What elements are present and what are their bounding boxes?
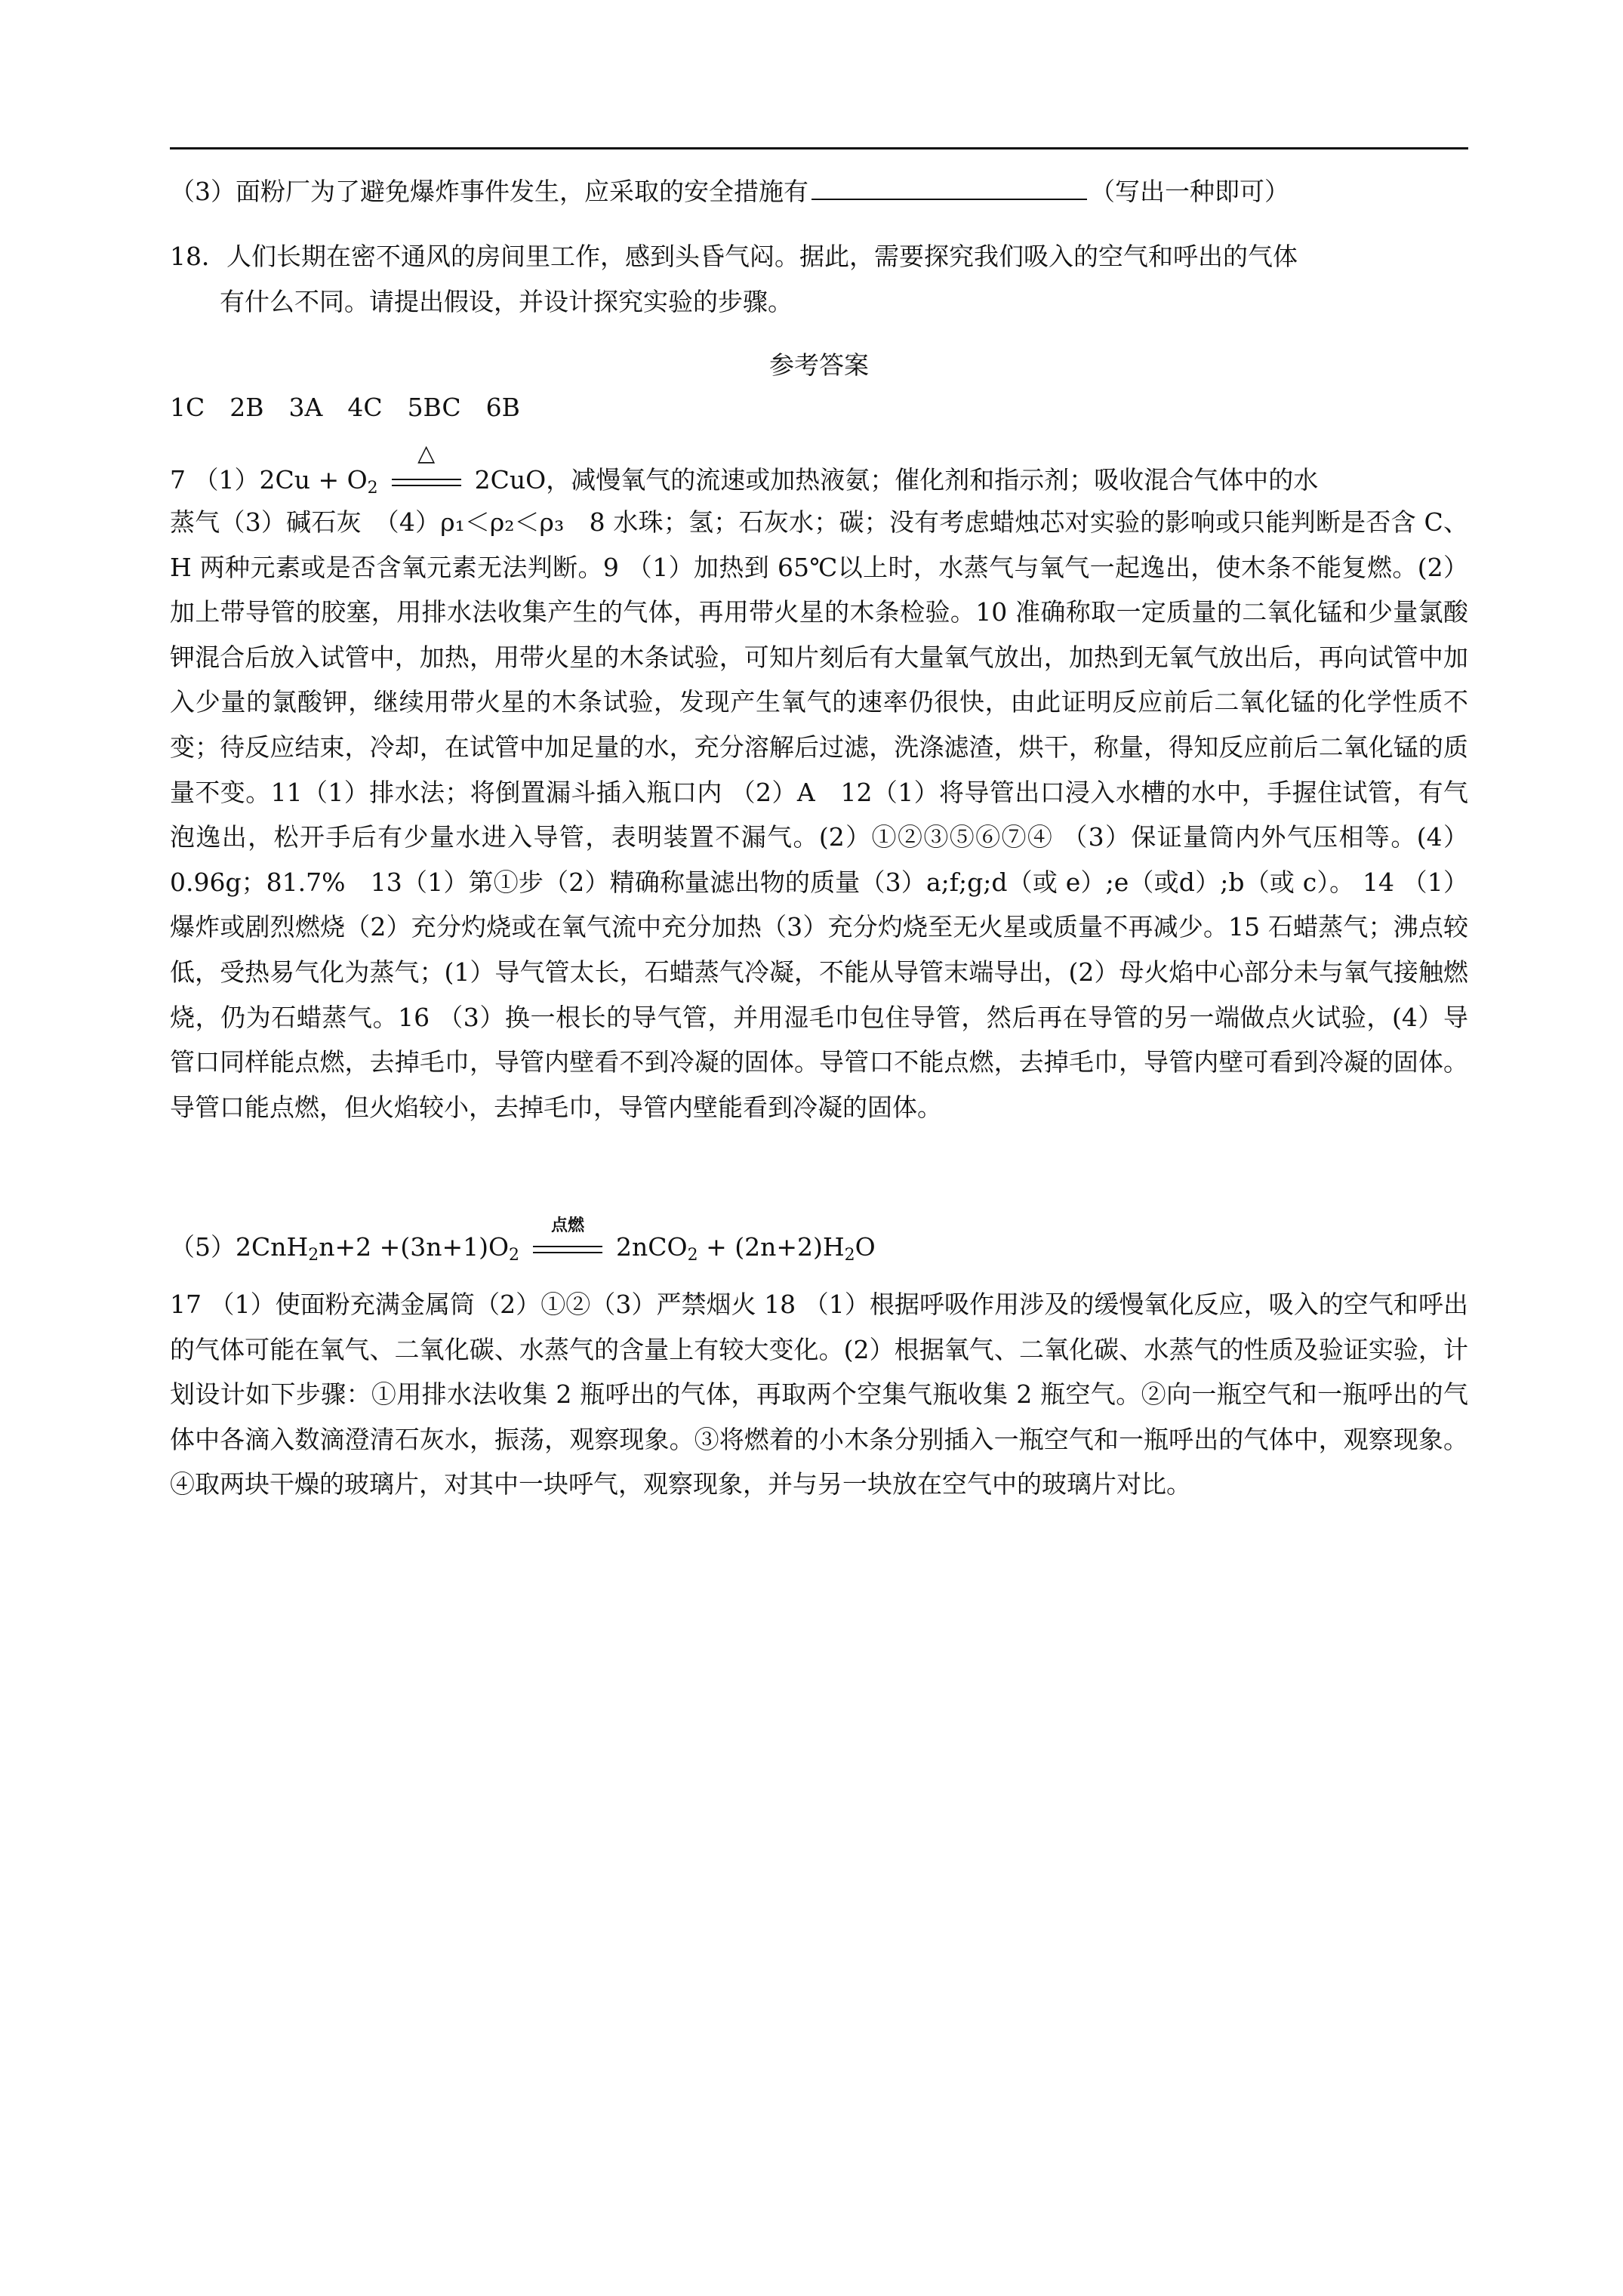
- answer-7-equation: [170, 440, 1319, 498]
- equation-part: （5）2CnH: [170, 1232, 309, 1262]
- header-rule: [170, 147, 1468, 149]
- subscript: 2: [844, 1246, 855, 1265]
- question-17-3: [170, 175, 1289, 208]
- subscript: 2: [687, 1246, 698, 1265]
- answers-multiple-choice: 1C 2B 3A 4C 5BC 6B: [170, 393, 520, 422]
- answers-block-2: 17 （1）使面粉充满金属筒（2）①②（3）严禁烟火 18 （1）根据呼吸作用涉及的缓慢氧化反应，吸入的空气和呼出的气体可能在氧气、二氧化碳、水蒸气的含量上有较大变化。(2）根据氧气、二氧化碳、水蒸气的性质及验证实验，计划设计如下步骤：①用排水法收集 2 瓶呼出的气体，再取两个空集气瓶收集 2 瓶空气。②向一瓶空气和一瓶呼出的气体中各滴入数滴澄清石灰水，振荡，观察现象。③将燃着的小木条分别插入一瓶空气和一瓶呼出的气体中，观察现象。④取两块干燥的玻璃片，对其中一块呼气，观察现象，并与另一块放在空气中的玻璃片对比。: [170, 1290, 1468, 1499]
- equation-part: 2nCO: [616, 1232, 688, 1262]
- equation-part: n+2 +(3n+1)O: [319, 1232, 510, 1262]
- question-18-line2: 有什么不同。请提出假设，并设计探究实验的步骤。: [220, 287, 793, 316]
- answer-blank: [812, 176, 1087, 200]
- equation-product: 2CuO: [474, 465, 547, 495]
- subscript: 2: [308, 1246, 319, 1265]
- answer-16-5-equation: [170, 1216, 876, 1265]
- reaction-condition: [533, 1216, 602, 1265]
- answers-title: 参考答案: [769, 350, 869, 380]
- equation-reactants: 7 （1）2Cu + O: [170, 465, 368, 495]
- ignite-label: 点燃: [551, 1216, 585, 1235]
- subscript: 2: [509, 1246, 520, 1265]
- answer-7-text: ，减慢氧气的流速或加热液氨；催化剂和指示剂；吸收混合气体中的水: [546, 465, 1319, 495]
- question-17-3-text: （3）面粉厂为了避免爆炸事件发生，应采取的安全措施有: [170, 177, 808, 206]
- heat-symbol: △: [417, 440, 436, 467]
- equation-part: O: [855, 1232, 876, 1262]
- reaction-condition: [392, 440, 461, 498]
- equation-part: + (2n+2)H: [698, 1232, 845, 1262]
- answers-block-1: 蒸气（3）碱石灰 （4）ρ₁＜ρ₂＜ρ₃ 8 水珠；氢；石灰水；碳；没有考虑蜡烛芯对实验的影响或只能判断是否含 C、H 两种元素或是否含氧元素无法判断。9 （1）加热到 65℃以上时，水蒸气与氧气一起逸出，使木条不能复燃。(2）加上带导管的胶塞，用排水法收集产生的气体，再用带火星的木条检验。10 准确称取一定质量的二氧化锰和少量氯酸钾混合后放入试管中，加热，用带火星的木条试验，可知片刻后有大量氧气放出，加热到无氧气放出后，再向试管中加入少量的氯酸钾，继续用带火星的木条试验，发现产生氧气的速率仍很快，由此证明反应前后二氧化锰的化学性质不变；待反应结束，冷却，在试管中加足量的水，充分溶解后过滤，洗涤滤渣，烘干，称量，得知反应前后二氧化锰的质量不变。11（1）排水法；将倒置漏斗插入瓶口内 （2）A 12（1）将导管出口浸入水槽的水中，手握住试管，有气泡逸出，松开手后有少量水进入导管，表明装置不漏气。(2）①②③⑤⑥⑦④ （3）保证量筒内外气压相等。(4）0.96g；81.7% 13（1）第①步（2）精确称量滤出物的质量（3）a;f;g;d（或 e）;e（或d）;b（或 c）。 14 （1）爆炸或剧烈燃烧（2）充分灼烧或在氧气流中充分加热（3）充分灼烧至无火星或质量不再减少。15 石蜡蒸气；沸点较低，受热易气化为蒸气；(1）导气管太长，石蜡蒸气冷凝，不能从导管末端导出，(2）母火焰中心部分未与氧气接触燃烧，仍为石蜡蒸气。16 （3）换一根长的导气管，并用湿毛巾包住导管，然后再在导管的另一端做点火试验，(4）导管口同样能点燃，去掉毛巾，导管内壁看不到冷凝的固体。导管口不能点燃，去掉毛巾，导管内壁可看到冷凝的固体。导管口能点燃，但火焰较小，去掉毛巾，导管内壁能看到冷凝的固体。: [170, 507, 1468, 1122]
- question-17-3-note: （写出一种即可）: [1090, 177, 1289, 206]
- question-18-line1: 18．人们长期在密不通风的房间里工作，感到头昏气闷。据此，需要探究我们吸入的空气和呼出的气体: [170, 242, 1298, 271]
- subscript: 2: [367, 479, 378, 498]
